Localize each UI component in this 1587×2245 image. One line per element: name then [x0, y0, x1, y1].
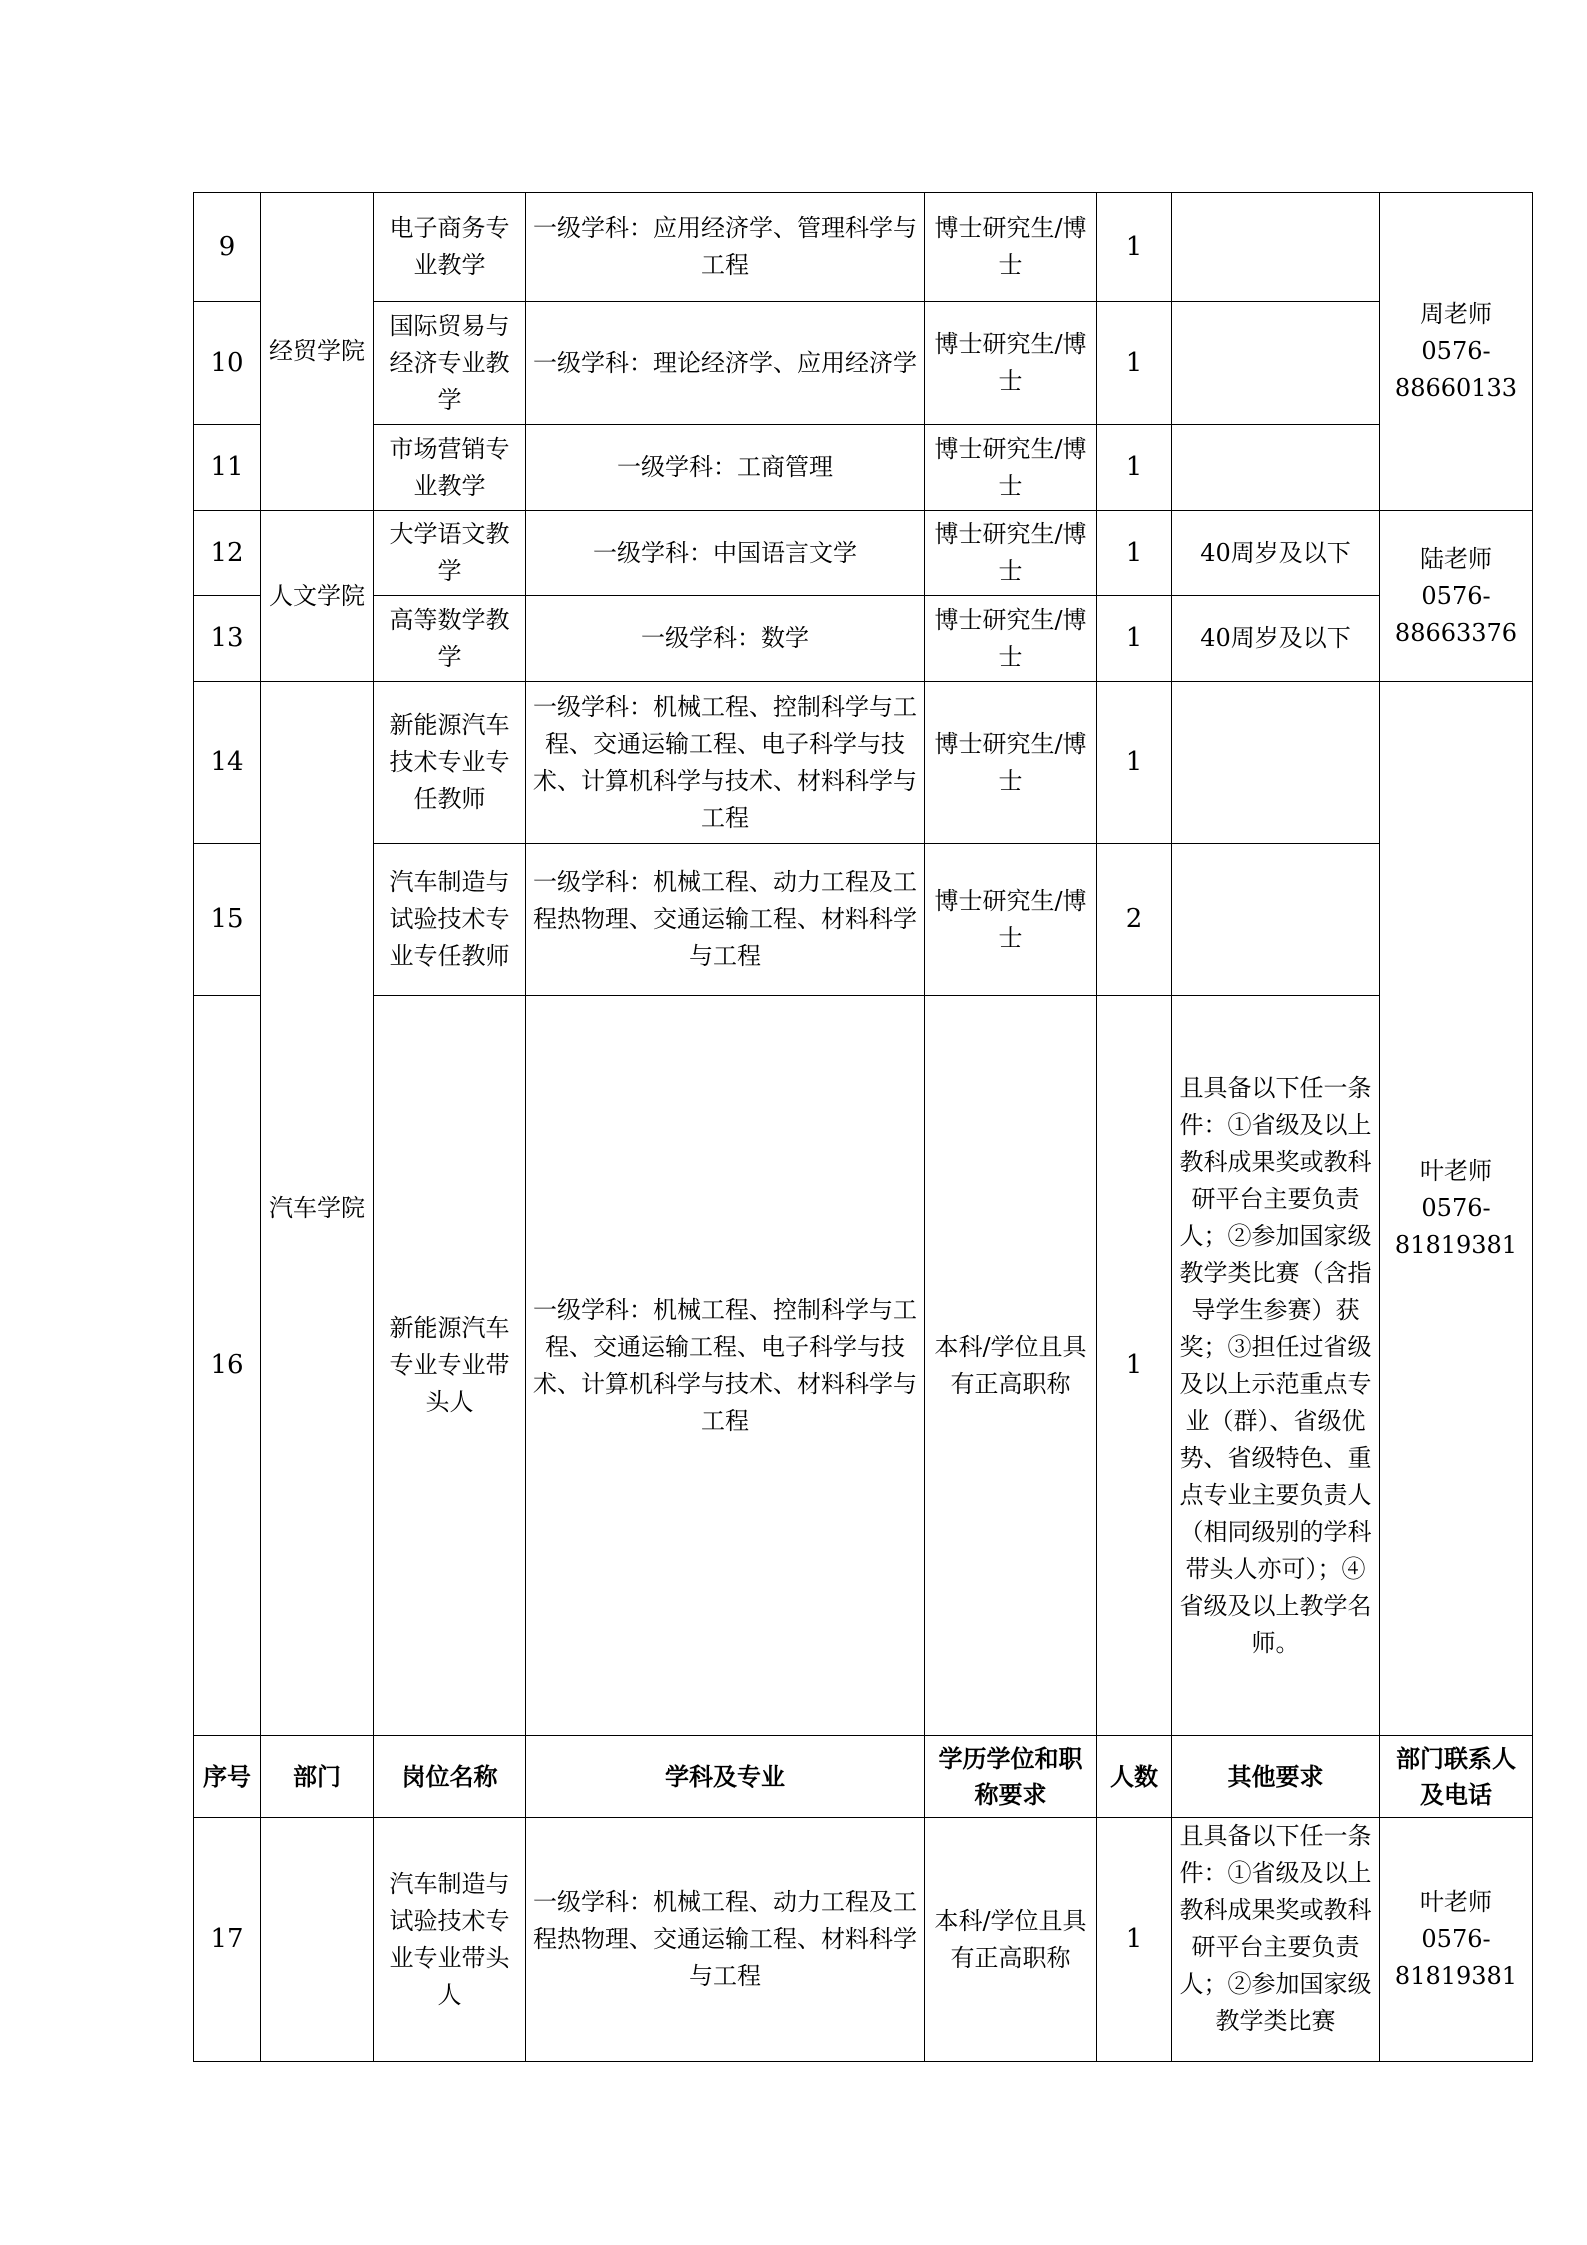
table-row: [194, 193, 1533, 302]
discipline-cell: 一级学科：工商管理: [526, 425, 925, 511]
degree-cell: 本科/学位且具有正高职称: [925, 996, 1097, 1736]
table-row: [194, 682, 1533, 844]
seq-cell: 17: [194, 1818, 261, 2062]
other-requirements-cell: [1172, 302, 1380, 425]
table-row: [194, 844, 1533, 996]
count-cell: 1: [1097, 425, 1172, 511]
position-cell: 新能源汽车专业专业带头人: [374, 996, 526, 1736]
table-row: [194, 996, 1533, 1736]
other-requirements-cell: 40周岁及以下: [1172, 511, 1380, 596]
count-cell: 1: [1097, 1818, 1172, 2062]
count-cell: 1: [1097, 302, 1172, 425]
position-cell: 市场营销专业教学: [374, 425, 526, 511]
other-requirements-cell: 40周岁及以下: [1172, 596, 1380, 682]
header-discipline: 学科及专业: [526, 1736, 925, 1818]
count-cell: 2: [1097, 844, 1172, 996]
other-requirements-cell: [1172, 682, 1380, 844]
department-cell: 经贸学院: [261, 193, 374, 511]
position-cell: 汽车制造与试验技术专业专任教师: [374, 844, 526, 996]
table-row: [194, 596, 1533, 682]
header-other: 其他要求: [1172, 1736, 1380, 1818]
seq-cell: 13: [194, 596, 261, 682]
other-requirements-cell: [1172, 425, 1380, 511]
other-requirements-cell: 且具备以下任一条件：①省级及以上教科成果奖或教科研平台主要负责人；②参加国家级教学类比赛: [1172, 1818, 1380, 2062]
position-cell: 新能源汽车技术专业专任教师: [374, 682, 526, 844]
discipline-cell: 一级学科：机械工程、控制科学与工程、交通运输工程、电子科学与技术、计算机科学与技术、材料科学与工程: [526, 682, 925, 844]
count-cell: 1: [1097, 193, 1172, 302]
discipline-cell: 一级学科：数学: [526, 596, 925, 682]
other-requirements-cell: [1172, 844, 1380, 996]
header-dept: 部门: [261, 1736, 374, 1818]
other-requirements-cell: 且具备以下任一条件：①省级及以上教科成果奖或教科研平台主要负责人；②参加国家级教学类比赛（含指导学生参赛）获奖；③担任过省级及以上示范重点专业（群）、省级优势、省级特色、重点专业主要负责人（相同级别的学科带头人亦可）；④省级及以上教学名师。: [1172, 996, 1380, 1736]
header-position: 岗位名称: [374, 1736, 526, 1818]
contact-cell: 陆老师 0576-88663376: [1380, 511, 1533, 682]
table-row: [194, 1818, 1533, 2062]
table-row: [194, 425, 1533, 511]
degree-cell: 博士研究生/博士: [925, 425, 1097, 511]
degree-cell: 博士研究生/博士: [925, 193, 1097, 302]
degree-cell: 博士研究生/博士: [925, 844, 1097, 996]
contact-cell: 叶老师 0576-81819381: [1380, 1818, 1533, 2062]
seq-cell: 10: [194, 302, 261, 425]
seq-cell: 12: [194, 511, 261, 596]
count-cell: 1: [1097, 596, 1172, 682]
department-cell: [261, 1818, 374, 2062]
header-seq: 序号: [194, 1736, 261, 1818]
seq-cell: 16: [194, 996, 261, 1736]
other-requirements-cell: [1172, 193, 1380, 302]
department-cell: 人文学院: [261, 511, 374, 682]
contact-cell: 周老师 0576-88660133: [1380, 193, 1533, 511]
position-cell: 大学语文教学: [374, 511, 526, 596]
degree-cell: 本科/学位且具有正高职称: [925, 1818, 1097, 2062]
table-row: [194, 302, 1533, 425]
count-cell: 1: [1097, 511, 1172, 596]
count-cell: 1: [1097, 682, 1172, 844]
discipline-cell: 一级学科：中国语言文学: [526, 511, 925, 596]
degree-cell: 博士研究生/博士: [925, 511, 1097, 596]
discipline-cell: 一级学科：应用经济学、管理科学与工程: [526, 193, 925, 302]
discipline-cell: 一级学科：机械工程、控制科学与工程、交通运输工程、电子科学与技术、计算机科学与技术、材料科学与工程: [526, 996, 925, 1736]
header-degree: 学历学位和职称要求: [925, 1736, 1097, 1818]
seq-cell: 9: [194, 193, 261, 302]
count-cell: 1: [1097, 996, 1172, 1736]
position-cell: 汽车制造与试验技术专业专业带头人: [374, 1818, 526, 2062]
table-header-row: [194, 1736, 1533, 1818]
contact-cell: 叶老师 0576-81819381: [1380, 682, 1533, 1736]
seq-cell: 14: [194, 682, 261, 844]
discipline-cell: 一级学科：机械工程、动力工程及工程热物理、交通运输工程、材料科学与工程: [526, 1818, 925, 2062]
recruitment-table: [193, 192, 1533, 2062]
discipline-cell: 一级学科：理论经济学、应用经济学: [526, 302, 925, 425]
degree-cell: 博士研究生/博士: [925, 596, 1097, 682]
discipline-cell: 一级学科：机械工程、动力工程及工程热物理、交通运输工程、材料科学与工程: [526, 844, 925, 996]
seq-cell: 11: [194, 425, 261, 511]
seq-cell: 15: [194, 844, 261, 996]
position-cell: 高等数学教学: [374, 596, 526, 682]
degree-cell: 博士研究生/博士: [925, 682, 1097, 844]
department-cell: 汽车学院: [261, 682, 374, 1736]
table-row: [194, 511, 1533, 596]
header-contact: 部门联系人及电话: [1380, 1736, 1533, 1818]
position-cell: 电子商务专业教学: [374, 193, 526, 302]
degree-cell: 博士研究生/博士: [925, 302, 1097, 425]
position-cell: 国际贸易与经济专业教学: [374, 302, 526, 425]
header-count: 人数: [1097, 1736, 1172, 1818]
